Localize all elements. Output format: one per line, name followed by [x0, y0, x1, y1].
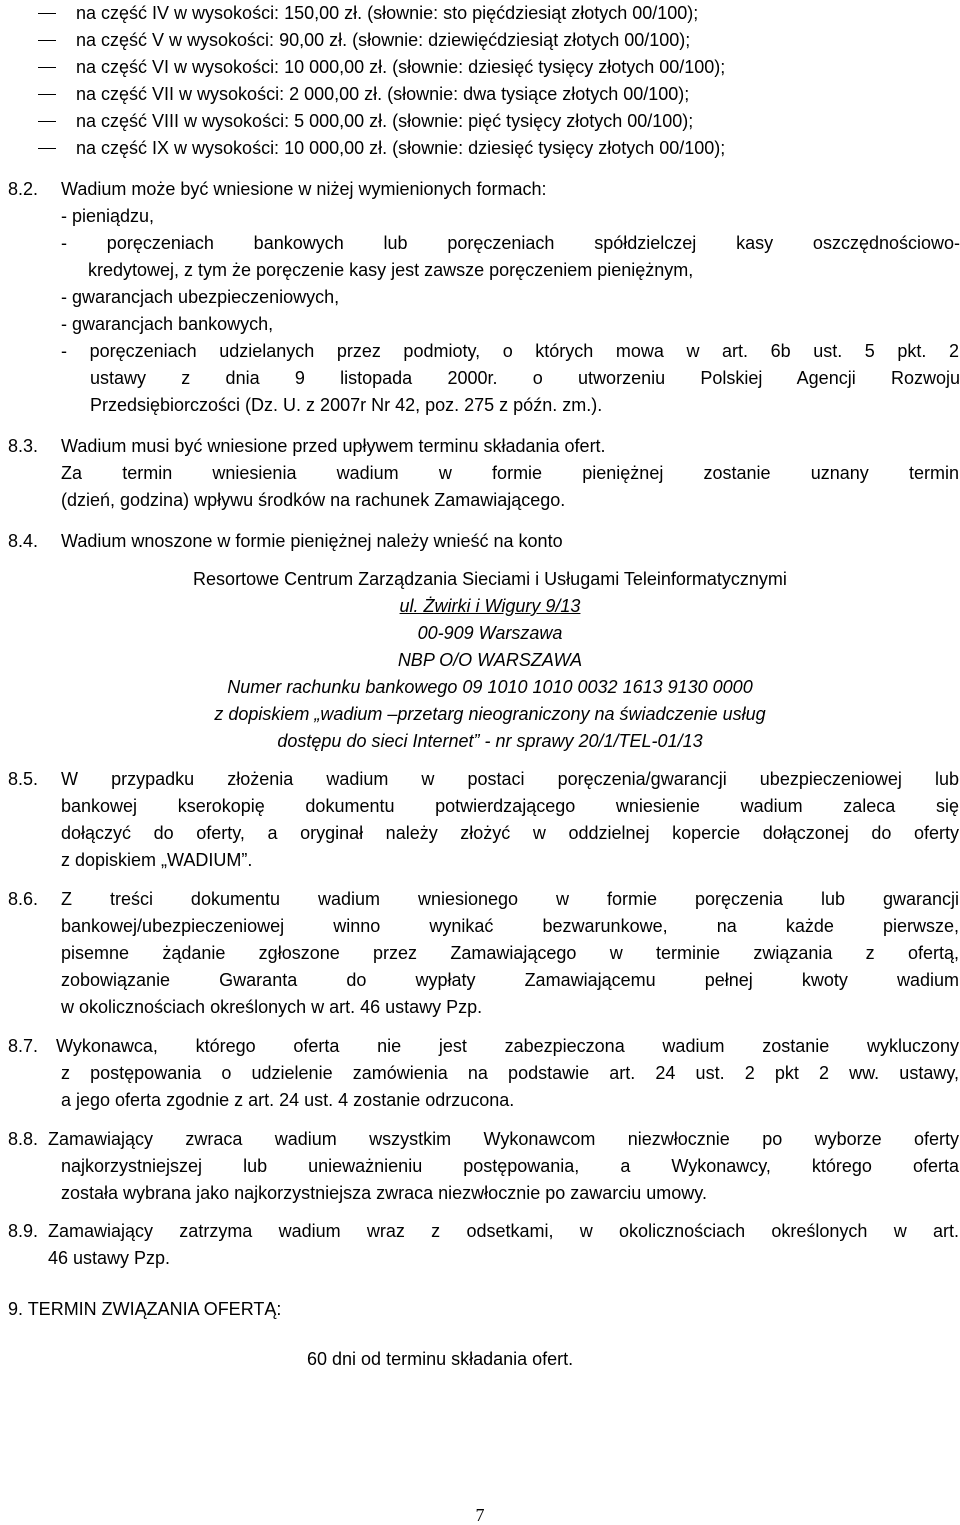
binding-period-text: 60 dni od terminu składania ofert. [307, 1349, 574, 1369]
paragraph-line: Z treści dokumentu wadium wniesionego w formie poręczenia lub gwarancji [61, 889, 959, 909]
list-item: na część VII w wysokości: 2 000,00 zł. (słownie: dwa tysiące złotych 00/100); [0, 81, 960, 108]
bank-recipient-city: 00-909 Warszawa [417, 623, 563, 643]
form-item: - poręczeniach udzielanych przez podmioty, o których mowa w art. 6b ust. 5 pkt. 2 [61, 341, 959, 361]
paragraph-line: najkorzystniejszej lub unieważnieniu postępowania, a Wykonawcy, którego oferta [61, 1156, 959, 1176]
form-item: - gwarancjach ubezpieczeniowych, [61, 287, 340, 307]
paragraph-line: bankowej kserokopię dokumentu potwierdzającego wniesienie wadium zaleca się [61, 796, 959, 816]
dash-bullet [38, 121, 56, 122]
bank-recipient-name: Resortowe Centrum Zarządzania Sieciami i Usługami Teleinformatycznymi [193, 569, 787, 589]
list-item: na część IX w wysokości: 10 000,00 zł. (słownie: dziesięć tysięcy złotych 00/100); [0, 135, 960, 162]
section-number-8-5: 8.5. [8, 769, 39, 789]
bank-recipient-street: ul. Żwirki i Wigury 9/13 [399, 596, 581, 616]
page-number: 7 [475, 1505, 485, 1525]
dash-bullet [38, 40, 56, 41]
section-number-8-6: 8.6. [8, 889, 39, 909]
bank-account-number: Numer rachunku bankowego 09 1010 1010 0032 1613 9130 0000 [227, 677, 753, 697]
paragraph-line: Za termin wniesienia wadium w formie pieniężnej zostanie uznany termin [61, 463, 959, 483]
section-heading-9: 9. TERMIN ZWIĄZANIA OFERTĄ: [8, 1299, 282, 1319]
form-item: - poręczeniach bankowych lub poręczeniach spółdzielczej kasy oszczędnościowo- [61, 233, 960, 253]
paragraph-line: z dopiskiem „WADIUM”. [61, 850, 253, 870]
section-number-8-9: 8.9. [8, 1221, 39, 1241]
paragraph-line: Wadium musi być wniesione przed upływem terminu składania ofert. [61, 436, 606, 456]
list-item: na część IV w wysokości: 150,00 zł. (słownie: sto pięćdziesiąt złotych 00/100); [0, 0, 960, 27]
paragraph-line: bankowej/ubezpieczeniowej winno wynikać bezwarunkowe, na każde pierwsze, [61, 916, 959, 936]
section-number-8-2: 8.2. [8, 179, 39, 199]
paragraph-line: Wykonawca, którego oferta nie jest zabezpieczona wadium zostanie wykluczony [56, 1036, 959, 1056]
paragraph-line: dołączyć do oferty, a oryginał należy złożyć w oddzielnej kopercie dołączonej do oferty [61, 823, 959, 843]
list-item: na część VIII w wysokości: 5 000,00 zł. (słownie: pięć tysięcy złotych 00/100); [0, 108, 960, 135]
paragraph-line: 46 ustawy Pzp. [48, 1248, 171, 1268]
list-item: na część V w wysokości: 90,00 zł. (słownie: dziewięćdziesiąt złotych 00/100); [0, 27, 960, 54]
dash-bullet [38, 94, 56, 95]
paragraph-line: (dzień, godzina) wpływu środków na rachunek Zamawiającego. [61, 490, 566, 510]
paragraph-line: Zamawiający zatrzyma wadium wraz z odsetkami, w okolicznościach określonych w art. [48, 1221, 959, 1241]
form-item-continuation: Przedsiębiorczości (Dz. U. z 2007r Nr 42, poz. 275 z późn. zm.). [90, 395, 603, 415]
paragraph-line: W przypadku złożenia wadium w postaci poręczenia/gwarancji ubezpieczeniowej lub [61, 769, 959, 789]
form-item-continuation: ustawy z dnia 9 listopada 2000r. o utworzeniu Polskiej Agencji Rozwoju [90, 368, 960, 388]
section-number-8-4: 8.4. [8, 531, 39, 551]
payment-note-line: z dopiskiem „wadium –przetarg nieograniczony na świadczenie usług [214, 704, 766, 724]
bank-name: NBP O/O WARSZAWA [397, 650, 583, 670]
paragraph-line: pisemne żądanie zgłoszone przez Zamawiającego w terminie związania z ofertą, [61, 943, 959, 963]
paragraph-line: Zamawiający zwraca wadium wszystkim Wykonawcom niezwłocznie po wyborze oferty [48, 1129, 959, 1149]
section-number-8-8: 8.8. [8, 1129, 39, 1149]
form-item: - gwarancjach bankowych, [61, 314, 274, 334]
form-item-continuation: kredytowej, z tym że poręczenie kasy jest zawsze poręczeniem pieniężnym, [88, 260, 694, 280]
form-item: - pieniądzu, [61, 206, 155, 226]
list-item: na część VI w wysokości: 10 000,00 zł. (słownie: dziesięć tysięcy złotych 00/100); [0, 54, 960, 81]
paragraph-line: a jego oferta zgodnie z art. 24 ust. 4 zostanie odrzucona. [61, 1090, 515, 1110]
section-number-8-7: 8.7. [8, 1036, 39, 1056]
paragraph-line: została wybrana jako najkorzystniejsza zwraca niezwłocznie po zawarciu umowy. [61, 1183, 707, 1203]
paragraph-line: z postępowania o udzielenie zamówienia na podstawie art. 24 ust. 2 pkt 2 ww. ustawy, [61, 1063, 959, 1083]
section-number-8-3: 8.3. [8, 436, 39, 456]
paragraph-line: w okolicznościach określonych w art. 46 ustawy Pzp. [61, 997, 483, 1017]
section-8-2-intro: Wadium może być wniesione w niżej wymienionych formach: [61, 179, 547, 199]
dash-bullet [38, 67, 56, 68]
dash-bullet [38, 13, 56, 14]
dash-bullet [38, 148, 56, 149]
paragraph-line: zobowiązanie Gwaranta do wypłaty Zamawiającemu pełnej kwoty wadium [61, 970, 959, 990]
payment-note-line: dostępu do sieci Internet” - nr sprawy 20/1/TEL-01/13 [277, 731, 703, 751]
amount-list [0, 0, 960, 162]
paragraph-line: Wadium wnoszone w formie pieniężnej należy wnieść na konto [61, 531, 563, 551]
